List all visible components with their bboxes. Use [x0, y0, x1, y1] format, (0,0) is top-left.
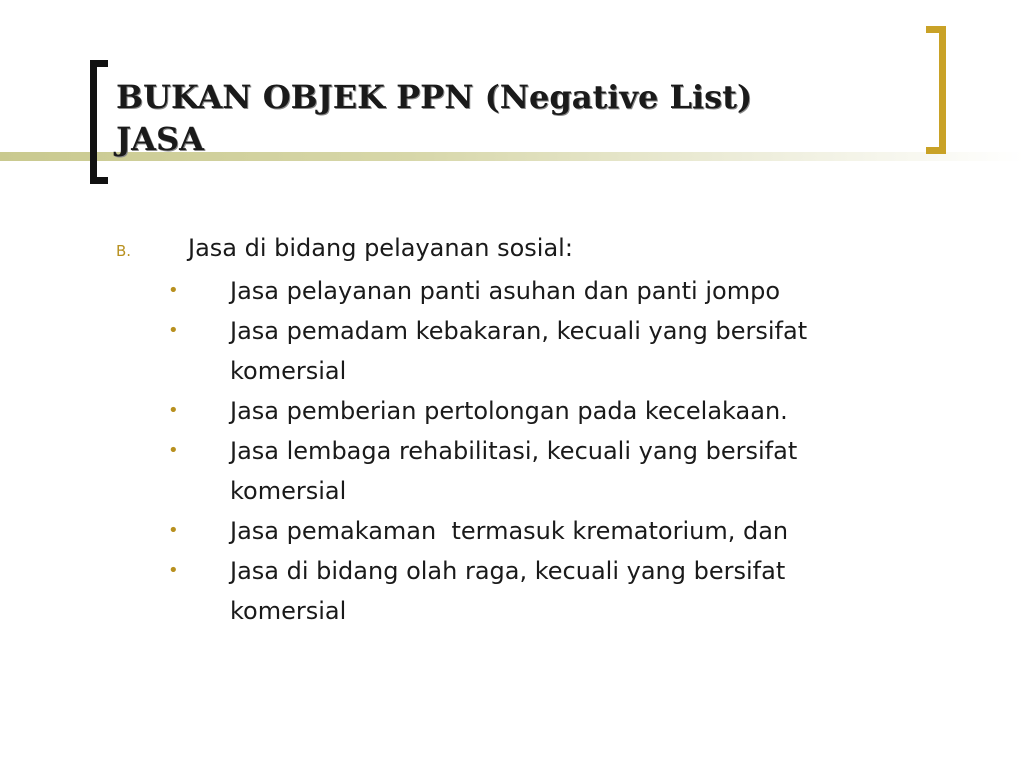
- section-heading: Jasa di bidang pelayanan sosial:: [188, 234, 573, 262]
- list-item: [164, 431, 912, 511]
- list-item: [164, 271, 912, 311]
- list-item-text: Jasa di bidang olah raga, kecuali yang bersifat komersial: [230, 557, 786, 625]
- left-bracket-decor: [90, 60, 108, 184]
- list-item-text: Jasa pemakaman termasuk krematorium, dan: [230, 517, 789, 545]
- list-item: [164, 391, 912, 431]
- slide-content: [112, 228, 912, 631]
- list-item: [164, 511, 912, 551]
- list-item-text: Jasa lembaga rehabilitasi, kecuali yang bersifat komersial: [230, 437, 798, 505]
- section-heading-row: [112, 228, 912, 271]
- bullet-list: [112, 271, 912, 631]
- list-item-text: Jasa pemberian pertolongan pada kecelakaan.: [230, 397, 788, 425]
- bullet-icon: •: [168, 440, 179, 461]
- right-bracket-decor: [926, 26, 946, 154]
- list-item-text: Jasa pemadam kebakaran, kecuali yang bersifat komersial: [230, 317, 808, 385]
- bullet-icon: •: [168, 560, 179, 581]
- bullet-icon: •: [168, 400, 179, 421]
- list-item: [164, 311, 912, 391]
- slide-title-line-1: BUKAN OBJEK PPN (Negative List): [116, 78, 753, 116]
- slide-title-line-2: JASA: [116, 120, 204, 158]
- list-item-text: Jasa pelayanan panti asuhan dan panti jompo: [230, 277, 780, 305]
- bullet-icon: •: [168, 280, 179, 301]
- slide-title: [116, 76, 896, 160]
- list-item: [164, 551, 912, 631]
- bullet-icon: •: [168, 520, 179, 541]
- bullet-icon: •: [168, 320, 179, 341]
- section-marker: B.: [116, 242, 132, 260]
